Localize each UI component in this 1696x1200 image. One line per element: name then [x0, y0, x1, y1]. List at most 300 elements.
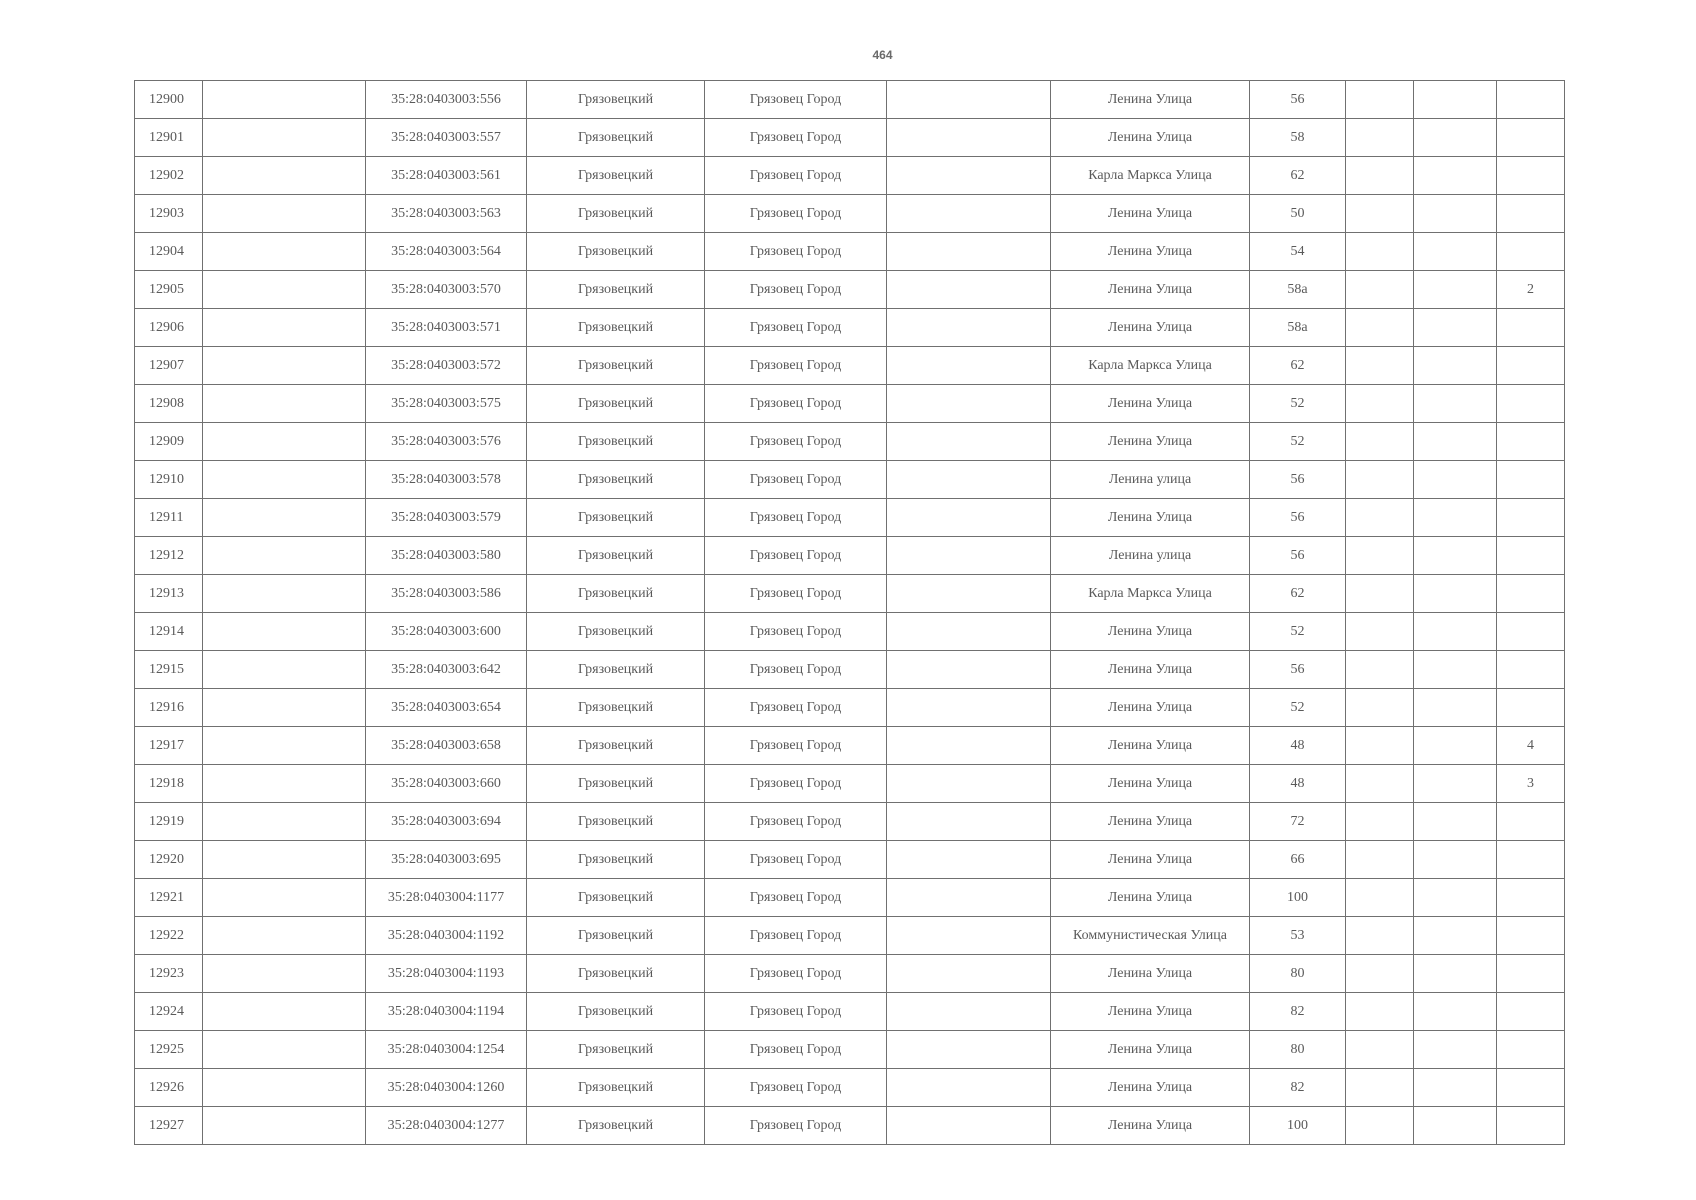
street-cell: Ленина Улица [1051, 233, 1250, 271]
empty-cell [887, 1069, 1051, 1107]
record-number-cell: 12920 [135, 841, 203, 879]
empty-cell [1414, 423, 1497, 461]
locality-cell: Грязовец Город [705, 1069, 887, 1107]
empty-cell [203, 879, 366, 917]
district-cell: Грязовецкий [527, 461, 705, 499]
empty-cell [1414, 955, 1497, 993]
table-row [135, 917, 1565, 955]
cadastral-number-cell: 35:28:0403003:578 [366, 461, 527, 499]
district-cell: Грязовецкий [527, 727, 705, 765]
empty-cell [203, 423, 366, 461]
house-number-cell: 72 [1250, 803, 1346, 841]
empty-cell [1414, 119, 1497, 157]
house-number-cell: 56 [1250, 81, 1346, 119]
table-row [135, 195, 1565, 233]
district-cell: Грязовецкий [527, 651, 705, 689]
street-cell: Ленина Улица [1051, 271, 1250, 309]
district-cell: Грязовецкий [527, 575, 705, 613]
record-number-cell: 12924 [135, 993, 203, 1031]
cadastral-number-cell: 35:28:0403003:576 [366, 423, 527, 461]
extra-number-cell [1497, 423, 1565, 461]
cadastral-number-cell: 35:28:0403003:600 [366, 613, 527, 651]
district-cell: Грязовецкий [527, 613, 705, 651]
cadastral-number-cell: 35:28:0403003:564 [366, 233, 527, 271]
empty-cell [887, 385, 1051, 423]
table-body [135, 81, 1565, 1145]
empty-cell [203, 955, 366, 993]
locality-cell: Грязовец Город [705, 575, 887, 613]
empty-cell [1346, 195, 1414, 233]
empty-cell [887, 651, 1051, 689]
locality-cell: Грязовец Город [705, 689, 887, 727]
record-number-cell: 12919 [135, 803, 203, 841]
extra-number-cell [1497, 385, 1565, 423]
empty-cell [887, 423, 1051, 461]
house-number-cell: 54 [1250, 233, 1346, 271]
record-number-cell: 12913 [135, 575, 203, 613]
empty-cell [887, 347, 1051, 385]
empty-cell [1414, 575, 1497, 613]
empty-cell [1346, 727, 1414, 765]
empty-cell [203, 841, 366, 879]
table-row [135, 499, 1565, 537]
locality-cell: Грязовец Город [705, 195, 887, 233]
empty-cell [203, 1031, 366, 1069]
empty-cell [1414, 347, 1497, 385]
extra-number-cell [1497, 1031, 1565, 1069]
empty-cell [887, 803, 1051, 841]
cadastral-number-cell: 35:28:0403004:1277 [366, 1107, 527, 1145]
record-number-cell: 12917 [135, 727, 203, 765]
district-cell: Грязовецкий [527, 765, 705, 803]
extra-number-cell [1497, 955, 1565, 993]
empty-cell [1414, 385, 1497, 423]
empty-cell [1346, 917, 1414, 955]
table-row [135, 309, 1565, 347]
street-cell: Ленина Улица [1051, 1069, 1250, 1107]
cadastral-number-cell: 35:28:0403003:695 [366, 841, 527, 879]
empty-cell [1346, 993, 1414, 1031]
cadastral-number-cell: 35:28:0403003:563 [366, 195, 527, 233]
empty-cell [1414, 81, 1497, 119]
empty-cell [887, 195, 1051, 233]
table-row [135, 955, 1565, 993]
locality-cell: Грязовец Город [705, 385, 887, 423]
locality-cell: Грязовец Город [705, 537, 887, 575]
extra-number-cell: 4 [1497, 727, 1565, 765]
table-row [135, 157, 1565, 195]
house-number-cell: 62 [1250, 157, 1346, 195]
empty-cell [203, 765, 366, 803]
empty-cell [1414, 879, 1497, 917]
street-cell: Ленина Улица [1051, 423, 1250, 461]
house-number-cell: 100 [1250, 1107, 1346, 1145]
table-row [135, 385, 1565, 423]
extra-number-cell [1497, 613, 1565, 651]
street-cell: Коммунистическая Улица [1051, 917, 1250, 955]
house-number-cell: 56 [1250, 461, 1346, 499]
empty-cell [1346, 1107, 1414, 1145]
district-cell: Грязовецкий [527, 385, 705, 423]
record-number-cell: 12922 [135, 917, 203, 955]
extra-number-cell [1497, 233, 1565, 271]
district-cell: Грязовецкий [527, 1069, 705, 1107]
street-cell: Ленина Улица [1051, 689, 1250, 727]
locality-cell: Грязовец Город [705, 309, 887, 347]
street-cell: Ленина Улица [1051, 803, 1250, 841]
cadastral-number-cell: 35:28:0403004:1192 [366, 917, 527, 955]
empty-cell [1346, 347, 1414, 385]
locality-cell: Грязовец Город [705, 461, 887, 499]
record-number-cell: 12906 [135, 309, 203, 347]
street-cell: Ленина Улица [1051, 727, 1250, 765]
house-number-cell: 52 [1250, 613, 1346, 651]
house-number-cell: 52 [1250, 423, 1346, 461]
house-number-cell: 48 [1250, 727, 1346, 765]
table-row [135, 81, 1565, 119]
extra-number-cell [1497, 1069, 1565, 1107]
empty-cell [203, 119, 366, 157]
empty-cell [203, 195, 366, 233]
empty-cell [1346, 423, 1414, 461]
empty-cell [203, 993, 366, 1031]
extra-number-cell [1497, 803, 1565, 841]
empty-cell [203, 157, 366, 195]
extra-number-cell [1497, 537, 1565, 575]
empty-cell [887, 499, 1051, 537]
extra-number-cell: 2 [1497, 271, 1565, 309]
empty-cell [887, 81, 1051, 119]
empty-cell [887, 1031, 1051, 1069]
street-cell: Ленина Улица [1051, 613, 1250, 651]
locality-cell: Грязовец Город [705, 841, 887, 879]
page-number: 464 [872, 48, 893, 62]
empty-cell [203, 347, 366, 385]
empty-cell [887, 271, 1051, 309]
street-cell: Ленина Улица [1051, 385, 1250, 423]
cadastral-number-cell: 35:28:0403004:1194 [366, 993, 527, 1031]
record-number-cell: 12923 [135, 955, 203, 993]
empty-cell [1346, 955, 1414, 993]
table-row [135, 233, 1565, 271]
cadastral-number-cell: 35:28:0403004:1193 [366, 955, 527, 993]
district-cell: Грязовецкий [527, 309, 705, 347]
cadastral-number-cell: 35:28:0403003:580 [366, 537, 527, 575]
locality-cell: Грязовец Город [705, 803, 887, 841]
record-number-cell: 12912 [135, 537, 203, 575]
locality-cell: Грязовец Город [705, 879, 887, 917]
empty-cell [887, 879, 1051, 917]
empty-cell [203, 499, 366, 537]
house-number-cell: 52 [1250, 689, 1346, 727]
extra-number-cell [1497, 81, 1565, 119]
locality-cell: Грязовец Город [705, 423, 887, 461]
table-row [135, 651, 1565, 689]
record-number-cell: 12904 [135, 233, 203, 271]
empty-cell [887, 157, 1051, 195]
empty-cell [1346, 879, 1414, 917]
cadastral-number-cell: 35:28:0403003:660 [366, 765, 527, 803]
empty-cell [1414, 765, 1497, 803]
district-cell: Грязовецкий [527, 993, 705, 1031]
locality-cell: Грязовец Город [705, 651, 887, 689]
table-row [135, 119, 1565, 157]
cadastral-number-cell: 35:28:0403003:694 [366, 803, 527, 841]
street-cell: Ленина Улица [1051, 955, 1250, 993]
empty-cell [1346, 575, 1414, 613]
empty-cell [203, 689, 366, 727]
record-number-cell: 12927 [135, 1107, 203, 1145]
table-row [135, 575, 1565, 613]
table-row [135, 423, 1565, 461]
cadastral-number-cell: 35:28:0403004:1260 [366, 1069, 527, 1107]
empty-cell [887, 917, 1051, 955]
extra-number-cell [1497, 157, 1565, 195]
table-row [135, 1031, 1565, 1069]
empty-cell [203, 385, 366, 423]
street-cell: Ленина Улица [1051, 765, 1250, 803]
locality-cell: Грязовец Город [705, 347, 887, 385]
house-number-cell: 62 [1250, 575, 1346, 613]
extra-number-cell [1497, 309, 1565, 347]
cadastral-number-cell: 35:28:0403003:561 [366, 157, 527, 195]
street-cell: Ленина Улица [1051, 1031, 1250, 1069]
extra-number-cell [1497, 575, 1565, 613]
house-number-cell: 62 [1250, 347, 1346, 385]
table-row [135, 993, 1565, 1031]
locality-cell: Грязовец Город [705, 993, 887, 1031]
empty-cell [203, 613, 366, 651]
empty-cell [1346, 233, 1414, 271]
empty-cell [1414, 1107, 1497, 1145]
street-cell: Ленина Улица [1051, 841, 1250, 879]
empty-cell [1414, 689, 1497, 727]
record-number-cell: 12909 [135, 423, 203, 461]
house-number-cell: 82 [1250, 1069, 1346, 1107]
table-row [135, 689, 1565, 727]
house-number-cell: 100 [1250, 879, 1346, 917]
table-row [135, 461, 1565, 499]
table-row [135, 803, 1565, 841]
empty-cell [887, 613, 1051, 651]
district-cell: Грязовецкий [527, 917, 705, 955]
cadastral-number-cell: 35:28:0403004:1254 [366, 1031, 527, 1069]
empty-cell [887, 119, 1051, 157]
locality-cell: Грязовец Город [705, 157, 887, 195]
street-cell: Ленина Улица [1051, 119, 1250, 157]
empty-cell [1346, 157, 1414, 195]
empty-cell [203, 461, 366, 499]
street-cell: Карла Маркса Улица [1051, 575, 1250, 613]
empty-cell [1346, 537, 1414, 575]
district-cell: Грязовецкий [527, 537, 705, 575]
house-number-cell: 56 [1250, 651, 1346, 689]
record-number-cell: 12916 [135, 689, 203, 727]
empty-cell [203, 575, 366, 613]
extra-number-cell: 3 [1497, 765, 1565, 803]
district-cell: Грязовецкий [527, 955, 705, 993]
empty-cell [1414, 1069, 1497, 1107]
locality-cell: Грязовец Город [705, 81, 887, 119]
empty-cell [1414, 271, 1497, 309]
district-cell: Грязовецкий [527, 81, 705, 119]
house-number-cell: 53 [1250, 917, 1346, 955]
empty-cell [1346, 81, 1414, 119]
table-row [135, 1069, 1565, 1107]
cadastral-number-cell: 35:28:0403003:642 [366, 651, 527, 689]
district-cell: Грязовецкий [527, 499, 705, 537]
house-number-cell: 58 [1250, 119, 1346, 157]
empty-cell [203, 537, 366, 575]
house-number-cell: 56 [1250, 499, 1346, 537]
empty-cell [1414, 993, 1497, 1031]
locality-cell: Грязовец Город [705, 765, 887, 803]
empty-cell [887, 955, 1051, 993]
extra-number-cell [1497, 461, 1565, 499]
house-number-cell: 50 [1250, 195, 1346, 233]
empty-cell [1346, 385, 1414, 423]
extra-number-cell [1497, 651, 1565, 689]
empty-cell [1414, 233, 1497, 271]
cadastral-number-cell: 35:28:0403003:570 [366, 271, 527, 309]
district-cell: Грязовецкий [527, 803, 705, 841]
empty-cell [1346, 271, 1414, 309]
empty-cell [1346, 1069, 1414, 1107]
empty-cell [1346, 119, 1414, 157]
empty-cell [203, 803, 366, 841]
empty-cell [1346, 1031, 1414, 1069]
record-number-cell: 12915 [135, 651, 203, 689]
empty-cell [887, 575, 1051, 613]
district-cell: Грязовецкий [527, 119, 705, 157]
street-cell: Ленина Улица [1051, 309, 1250, 347]
record-number-cell: 12903 [135, 195, 203, 233]
empty-cell [1346, 651, 1414, 689]
cadastral-number-cell: 35:28:0403003:571 [366, 309, 527, 347]
house-number-cell: 66 [1250, 841, 1346, 879]
empty-cell [887, 537, 1051, 575]
empty-cell [887, 841, 1051, 879]
street-cell: Карла Маркса Улица [1051, 347, 1250, 385]
cadastral-number-cell: 35:28:0403003:654 [366, 689, 527, 727]
empty-cell [1346, 461, 1414, 499]
house-number-cell: 56 [1250, 537, 1346, 575]
empty-cell [1346, 765, 1414, 803]
cadastral-number-cell: 35:28:0403004:1177 [366, 879, 527, 917]
street-cell: Ленина Улица [1051, 993, 1250, 1031]
empty-cell [1346, 803, 1414, 841]
cadastral-number-cell: 35:28:0403003:579 [366, 499, 527, 537]
record-number-cell: 12918 [135, 765, 203, 803]
empty-cell [1346, 689, 1414, 727]
empty-cell [203, 309, 366, 347]
empty-cell [1346, 841, 1414, 879]
extra-number-cell [1497, 1107, 1565, 1145]
street-cell: Ленина Улица [1051, 651, 1250, 689]
district-cell: Грязовецкий [527, 879, 705, 917]
street-cell: Ленина Улица [1051, 879, 1250, 917]
empty-cell [1346, 499, 1414, 537]
house-number-cell: 58а [1250, 309, 1346, 347]
empty-cell [887, 727, 1051, 765]
empty-cell [203, 651, 366, 689]
empty-cell [1414, 461, 1497, 499]
empty-cell [203, 727, 366, 765]
extra-number-cell [1497, 347, 1565, 385]
extra-number-cell [1497, 917, 1565, 955]
district-cell: Грязовецкий [527, 195, 705, 233]
district-cell: Грязовецкий [527, 1107, 705, 1145]
extra-number-cell [1497, 993, 1565, 1031]
house-number-cell: 80 [1250, 955, 1346, 993]
empty-cell [1346, 309, 1414, 347]
empty-cell [1414, 499, 1497, 537]
empty-cell [887, 765, 1051, 803]
empty-cell [1414, 727, 1497, 765]
record-number-cell: 12921 [135, 879, 203, 917]
record-number-cell: 12907 [135, 347, 203, 385]
record-number-cell: 12902 [135, 157, 203, 195]
district-cell: Грязовецкий [527, 423, 705, 461]
empty-cell [203, 233, 366, 271]
table-row [135, 727, 1565, 765]
record-number-cell: 12925 [135, 1031, 203, 1069]
table-row [135, 271, 1565, 309]
extra-number-cell [1497, 195, 1565, 233]
street-cell: Ленина Улица [1051, 81, 1250, 119]
house-number-cell: 80 [1250, 1031, 1346, 1069]
locality-cell: Грязовец Город [705, 917, 887, 955]
district-cell: Грязовецкий [527, 347, 705, 385]
locality-cell: Грязовец Город [705, 119, 887, 157]
cadastral-number-cell: 35:28:0403003:658 [366, 727, 527, 765]
record-number-cell: 12900 [135, 81, 203, 119]
extra-number-cell [1497, 119, 1565, 157]
empty-cell [1346, 613, 1414, 651]
street-cell: Карла Маркса Улица [1051, 157, 1250, 195]
locality-cell: Грязовец Город [705, 233, 887, 271]
table-row [135, 841, 1565, 879]
street-cell: Ленина Улица [1051, 1107, 1250, 1145]
registry-table [134, 80, 1565, 1145]
house-number-cell: 48 [1250, 765, 1346, 803]
empty-cell [203, 1069, 366, 1107]
record-number-cell: 12901 [135, 119, 203, 157]
empty-cell [1414, 803, 1497, 841]
record-number-cell: 12926 [135, 1069, 203, 1107]
empty-cell [887, 689, 1051, 727]
record-number-cell: 12910 [135, 461, 203, 499]
empty-cell [203, 81, 366, 119]
locality-cell: Грязовец Город [705, 1107, 887, 1145]
extra-number-cell [1497, 499, 1565, 537]
cadastral-number-cell: 35:28:0403003:586 [366, 575, 527, 613]
cadastral-number-cell: 35:28:0403003:556 [366, 81, 527, 119]
locality-cell: Грязовец Город [705, 955, 887, 993]
empty-cell [887, 993, 1051, 1031]
extra-number-cell [1497, 689, 1565, 727]
district-cell: Грязовецкий [527, 841, 705, 879]
street-cell: Ленина улица [1051, 537, 1250, 575]
locality-cell: Грязовец Город [705, 613, 887, 651]
locality-cell: Грязовец Город [705, 271, 887, 309]
empty-cell [1414, 917, 1497, 955]
empty-cell [1414, 195, 1497, 233]
record-number-cell: 12905 [135, 271, 203, 309]
table-row [135, 765, 1565, 803]
empty-cell [203, 271, 366, 309]
extra-number-cell [1497, 841, 1565, 879]
